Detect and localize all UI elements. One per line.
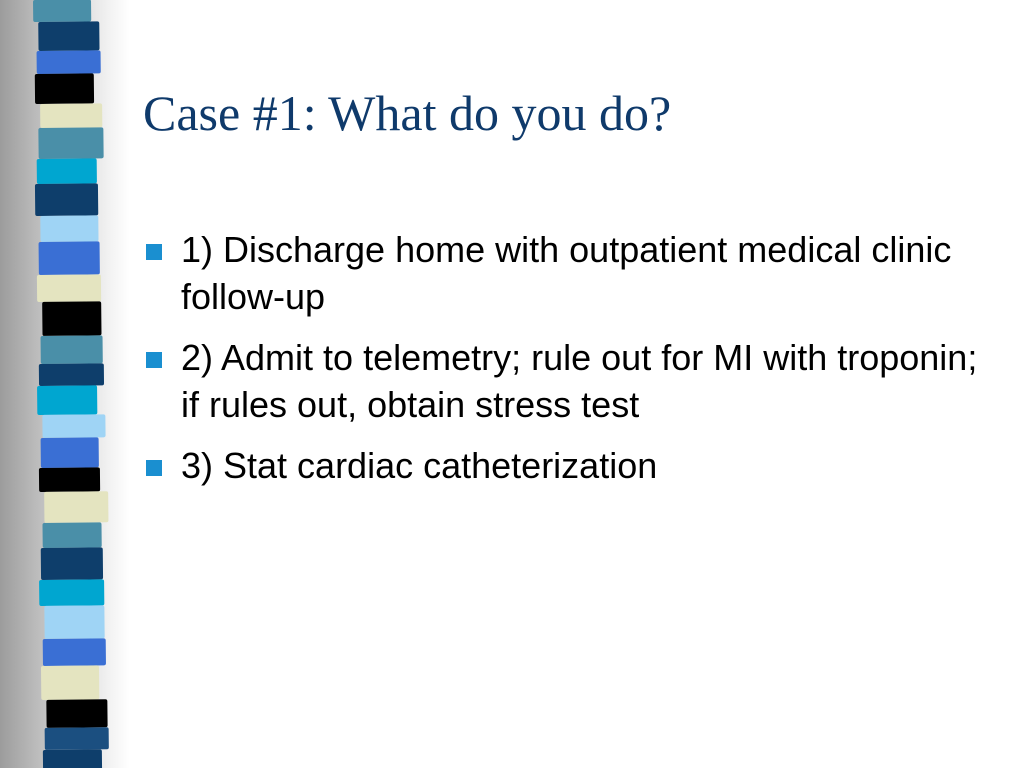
- bullet-text-1: 1) Discharge home with outpatient medical clinic follow-up: [181, 229, 952, 317]
- square-bullet-icon: [146, 244, 162, 260]
- decorative-band: [38, 127, 103, 159]
- decorative-band: [37, 385, 97, 415]
- decorative-band: [38, 21, 99, 51]
- decorative-band: [43, 749, 102, 768]
- decorative-band: [41, 547, 103, 580]
- square-bullet-icon: [146, 352, 162, 368]
- bullet-text-3: 3) Stat cardiac catheterization: [181, 445, 658, 486]
- decorative-band: [37, 158, 97, 184]
- bullet-text-2: 2) Admit to telemetry; rule out for MI with troponin; if rules out, obtain stress test: [181, 337, 978, 425]
- decorative-band: [44, 491, 108, 523]
- decorative-band: [33, 0, 91, 22]
- decorative-band: [45, 727, 109, 750]
- decorative-band: [37, 50, 101, 74]
- decorative-band: [41, 335, 103, 364]
- decorative-band: [39, 241, 100, 275]
- decorative-band: [40, 103, 102, 128]
- bullet-item-3: [146, 442, 986, 489]
- decorative-band-stack: [36, 0, 110, 768]
- slide-title: Case #1: What do you do?: [143, 85, 672, 141]
- decorative-band: [43, 638, 106, 666]
- decorative-band: [41, 665, 99, 700]
- decorative-band: [40, 215, 98, 242]
- decorative-band: [39, 579, 104, 606]
- bullet-item-1: [146, 226, 986, 320]
- bullet-list: [146, 226, 986, 503]
- square-bullet-icon: [146, 460, 162, 476]
- decorative-band: [41, 437, 99, 468]
- decorative-band: [35, 183, 98, 216]
- bullet-item-2: [146, 334, 986, 428]
- decorative-band: [42, 301, 101, 336]
- decorative-band: [46, 699, 107, 728]
- decorative-band: [44, 605, 104, 639]
- decorative-band: [39, 467, 100, 492]
- decorative-band: [35, 73, 94, 104]
- decorative-band: [37, 274, 101, 302]
- decorative-band: [39, 363, 104, 386]
- decorative-band: [42, 414, 105, 438]
- decorative-band: [42, 522, 101, 548]
